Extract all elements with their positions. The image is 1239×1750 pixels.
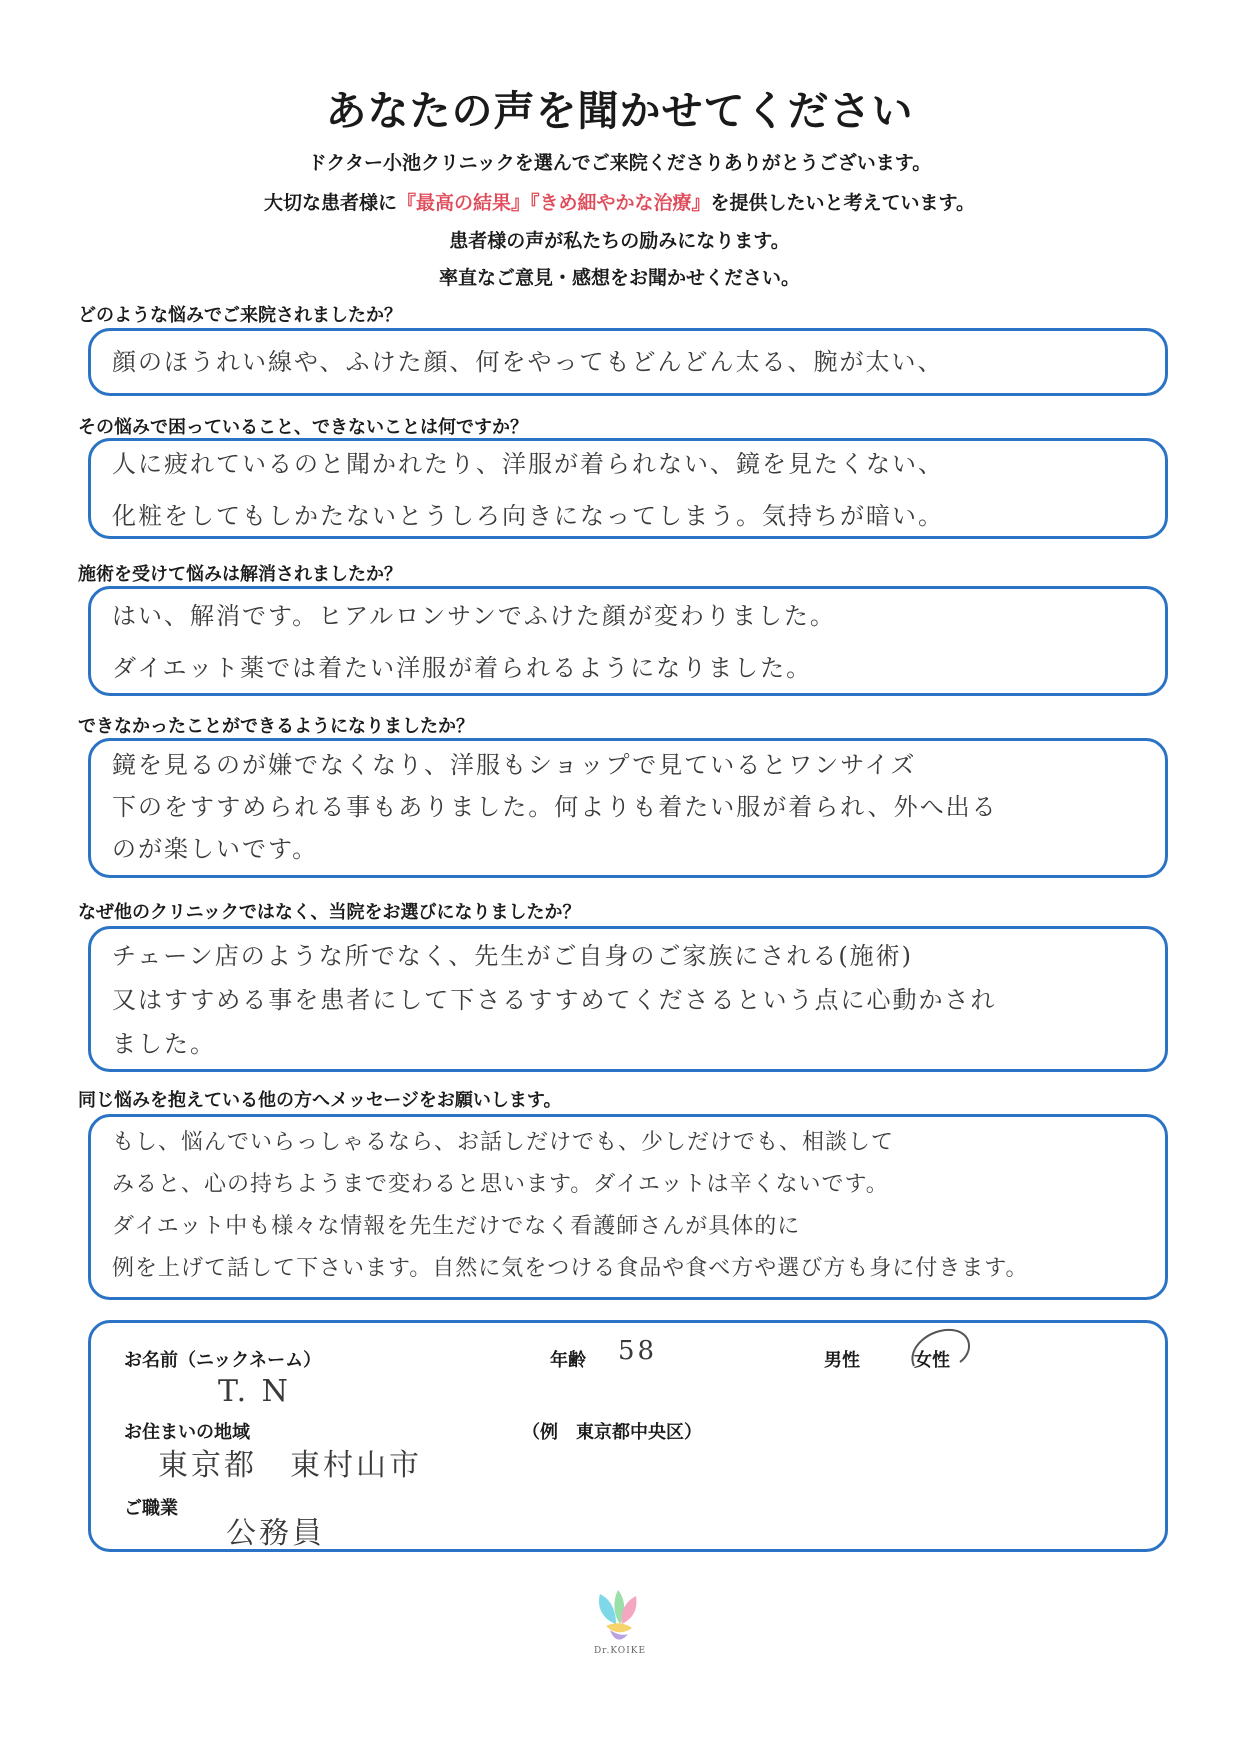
intro-line-2 (0, 188, 1239, 215)
job-value: 公務員 (226, 1516, 325, 1551)
question-1-label: どのような悩みでご来院されましたか？ (78, 305, 402, 326)
female-circle-mark (900, 1318, 980, 1378)
answer-5-text: チェーン店のような所でなく、先生がご自身のご家族にされる(施術) 又はすすめる事を患者にして下さるすすめてくださるという点に心動かされ ました。 (112, 942, 997, 1058)
female-label: 女性 (914, 1350, 950, 1371)
question-4-label: できなかったことができるようになりましたか？ (78, 716, 474, 737)
age-label: 年齢 (550, 1350, 586, 1371)
answer-4-text: 鏡を見るのが嫌でなくなり、洋服もショップで見ているとワンサイズ 下のをすすめられる事もありました。何よりも着たい服が着られ、外へ出る のが楽しいです。 (112, 751, 998, 863)
intro-line-1: ドクター小池クリニックを選んでご来院くださりありがとうございます。 (307, 152, 932, 174)
answer-3-text: はい、解消です。ヒアルロンサンでふけた顔が変わりました。 ダイエット薬では着たい洋服が着られるようになりました。 (112, 602, 836, 682)
question-5-label: なぜ他のクリニックではなく、当院をお選びになりましたか？ (78, 902, 581, 923)
question-6-label: 同じ悩みを抱えている他の方へメッセージをお願いします。 (78, 1090, 562, 1111)
answer-2-text: 人に疲れているのと聞かれたり、洋服が着られない、鏡を見たくない、 化粧をしてもしかたないとうしろ向きになってしまう。気持ちが暗い。 (112, 450, 944, 530)
region-value: 東京都 東村山市 (158, 1448, 422, 1483)
page-title: あなたの声を聞かせてください (325, 87, 914, 135)
clinic-logo-text: Dr.KOIKE (593, 1646, 647, 1656)
job-label: ご職業 (124, 1498, 178, 1519)
intro-line-3: 患者様の声が私たちの励みになります。 (449, 230, 790, 252)
answer-1-text: 顔のほうれい線や、ふけた顔、何をやってもどんどん太る、腕が太い、 (112, 348, 944, 376)
region-label: お住まいの地域 (124, 1422, 250, 1443)
male-label: 男性 (824, 1350, 860, 1371)
name-label: お名前（ニックネーム） (124, 1350, 322, 1371)
intro-line-2-pre: 大切な患者様に (263, 192, 397, 214)
answer-6-text: もし、悩んでいらっしゃるなら、お話しだけでも、少しだけでも、相談して みると、心の持ちようまで変わると思います。ダイエットは辛くないです。 ダイエット中も様々な情報を先生だけでなく看護師さんが具体的に 例を上げて話して下さいます。自然に気をつける食品や食べ方や選び方も身に付きます。 (112, 1130, 1029, 1281)
question-2-label: その悩みで困っていること、できないことは何ですか？ (78, 417, 528, 438)
intro-line-2-highlight: 『最高の結果』『きめ細やかな治療』 (397, 192, 711, 214)
clinic-logo-icon (594, 1586, 642, 1646)
question-3-label: 施術を受けて悩みは解消されましたか？ (78, 564, 402, 585)
intro-line-4: 率直なご意見・感想をお聞かせください。 (438, 267, 800, 289)
name-value: T. N (218, 1374, 291, 1409)
intro-line-2-post: を提供したいと考えています。 (710, 192, 975, 214)
region-example: （例 東京都中央区） (522, 1422, 702, 1443)
age-value: 58 (618, 1336, 658, 1366)
